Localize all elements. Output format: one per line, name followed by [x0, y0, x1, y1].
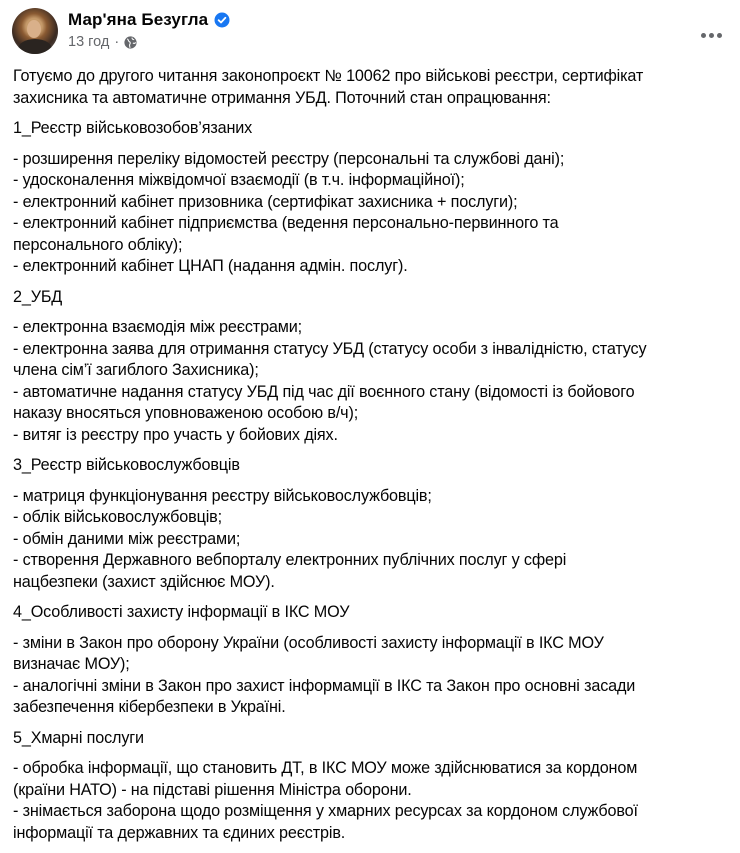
- intro-line: захисника та автоматичне отримання УБД. Поточний стан опрацювання:: [13, 88, 551, 107]
- list-line: - облік військовослужбовців;: [13, 508, 222, 526]
- list-line: - обробка інформації, що становить ДТ, в ІКС МОУ може здійснюватися за кордоном: [13, 759, 638, 777]
- list-line: - обмін даними між реєстрами;: [13, 529, 241, 548]
- author-name[interactable]: Мар'яна Безугла: [68, 10, 209, 29]
- section-title: 1_Реєстр військовозобов’язаних: [13, 119, 253, 137]
- list-line: забезпечення кібербезпеки в Україні.: [13, 698, 286, 716]
- list-line: - удосконалення міжвідомчої взаємодії (в т.ч. інформаційної);: [13, 171, 465, 189]
- list-line: визначає МОУ);: [13, 655, 130, 673]
- section-list: [13, 633, 733, 719]
- post-timestamp[interactable]: 13 год: [68, 34, 110, 50]
- more-dot-icon: [701, 33, 706, 38]
- list-line: (країни НАТО) - на підставі рішення Міністра оборони.: [13, 780, 412, 799]
- list-line: - автоматичне надання статусу УБД під час дії воєнного стану (відомості із бойового: [13, 382, 635, 401]
- list-line: інформації та державних та єдиних реєстрів.: [13, 823, 346, 842]
- section-list: [13, 486, 733, 594]
- list-line: - електронна заява для отримання статусу УБД (статусу особи з інвалідністю, статусу: [13, 339, 647, 358]
- intro-line: Готуємо до другого читання законопроєкт № 10062 про військові реєстри, сертифікат: [13, 67, 644, 85]
- author-row: [68, 10, 230, 30]
- section-title: 4_Особливості захисту інформації в ІКС МОУ: [13, 603, 350, 621]
- more-dot-icon: [709, 33, 714, 38]
- list-line: - електронна взаємодія між реєстрами;: [13, 318, 302, 336]
- list-line: - розширення переліку відомостей реєстру (персональні та службові дані);: [13, 149, 565, 168]
- section-list: [13, 758, 733, 844]
- meta-separator: ·: [114, 34, 120, 50]
- post-header: [12, 7, 740, 55]
- section-title: 2_УБД: [13, 287, 63, 306]
- list-line: - електронний кабінет підприємства (ведення персонально-первинного та: [13, 214, 559, 232]
- list-line: - електронний кабінет призовника (сертифікат захисника + послуги);: [13, 192, 518, 211]
- post-body: [13, 66, 733, 853]
- post-meta: [68, 34, 137, 50]
- section-list: [13, 317, 733, 446]
- list-line: персонального обліку);: [13, 235, 183, 254]
- list-line: - зміни в Закон про оборону України (особливості захисту інформації в ІКС МОУ: [13, 633, 604, 652]
- globe-icon[interactable]: [124, 36, 137, 49]
- more-dot-icon: [717, 33, 722, 38]
- post-options-button[interactable]: [698, 25, 724, 45]
- list-line: - створення Державного вебпорталу електронних публічних послуг у сфері: [13, 551, 567, 569]
- list-line: члена сім’ї загиблого Захисника);: [13, 361, 259, 379]
- list-line: - матриця функціонування реєстру військовослужбовців;: [13, 486, 432, 505]
- list-line: - електронний кабінет ЦНАП (надання адмін. послуг).: [13, 257, 408, 275]
- post-intro: [13, 66, 733, 109]
- list-line: - знімається заборона щодо розміщення у хмарних ресурсах за кордоном службової: [13, 802, 638, 820]
- list-line: наказу вносяться уповноваженою особою в/ч);: [13, 404, 359, 422]
- list-line: - аналогічні зміни в Закон про захист інформамції в ІКС та Закон про основні засади: [13, 676, 636, 695]
- avatar-face-shape: [27, 20, 41, 38]
- list-line: нацбезпеки (захист здійснює МОУ).: [13, 572, 275, 591]
- list-line: - витяг із реєстру про участь у бойових діях.: [13, 425, 338, 444]
- author-avatar[interactable]: [12, 8, 58, 54]
- section-title: 5_Хмарні послуги: [13, 728, 144, 747]
- section-list: [13, 149, 733, 278]
- avatar-body-shape: [18, 39, 52, 54]
- verified-badge-icon: [214, 12, 230, 28]
- section-title: 3_Реєстр військовослужбовців: [13, 456, 240, 474]
